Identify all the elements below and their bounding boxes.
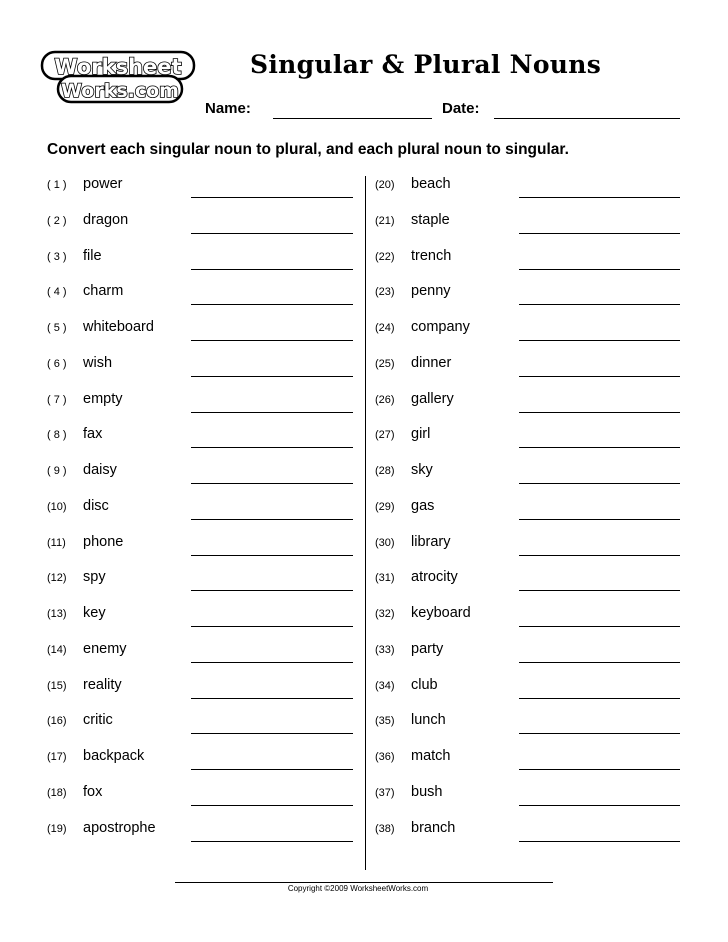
item-number: (35) (375, 715, 395, 728)
copyright-text: Copyright ©2009 WorksheetWorks.com (287, 884, 429, 893)
answer-line[interactable] (191, 662, 353, 663)
footer-line (175, 882, 553, 883)
answer-line[interactable] (191, 626, 353, 627)
list-item (47, 355, 353, 391)
list-item (375, 176, 681, 212)
instructions: Convert each singular noun to plural, and each plural noun to singular. (47, 141, 569, 158)
item-word: fax (83, 426, 103, 443)
name-label: Name: (205, 100, 251, 117)
item-number: (20) (375, 179, 395, 191)
item-word: atrocity (411, 569, 458, 586)
answer-line[interactable] (519, 590, 680, 591)
answer-line[interactable] (519, 447, 680, 448)
item-number: (29) (375, 500, 395, 513)
worksheetworks-logo (40, 48, 202, 106)
item-word: reality (83, 676, 122, 693)
item-number: (26) (375, 393, 395, 406)
item-number: (33) (375, 643, 395, 656)
list-item (47, 784, 353, 820)
item-word: gallery (411, 390, 454, 407)
answer-line[interactable] (519, 555, 680, 556)
answer-line[interactable] (191, 269, 353, 270)
item-number: (28) (375, 465, 395, 477)
answer-line[interactable] (519, 304, 680, 305)
answer-line[interactable] (191, 733, 353, 734)
item-word: file (83, 247, 102, 264)
list-item (47, 534, 353, 570)
item-word: keyboard (411, 605, 471, 621)
item-word: beach (411, 176, 451, 192)
answer-line[interactable] (191, 447, 353, 448)
list-item (375, 677, 681, 713)
answer-line[interactable] (519, 626, 680, 627)
answer-line[interactable] (191, 412, 353, 413)
list-item (375, 212, 681, 248)
list-item (47, 677, 353, 713)
answer-line[interactable] (191, 519, 353, 520)
list-item (47, 462, 353, 498)
item-word: wish (83, 354, 113, 371)
answer-line[interactable] (519, 662, 680, 663)
item-number: (22) (375, 250, 395, 263)
list-item (47, 569, 353, 605)
list-item (47, 319, 353, 355)
item-word: charm (83, 283, 124, 300)
list-item (47, 283, 353, 319)
list-item (47, 641, 353, 677)
answer-line[interactable] (191, 805, 353, 806)
item-number: (25) (375, 357, 395, 370)
item-word: penny (411, 283, 451, 300)
item-number: (24) (375, 322, 395, 334)
answer-line[interactable] (191, 555, 353, 556)
item-number: (34) (375, 679, 395, 692)
answer-line[interactable] (191, 376, 353, 377)
list-item (375, 283, 681, 319)
item-number: (31) (375, 572, 395, 585)
list-item (375, 462, 681, 498)
item-word: power (83, 176, 123, 192)
item-number: ( 9 ) (47, 465, 67, 477)
list-item (375, 355, 681, 391)
item-number: (11) (47, 536, 66, 549)
item-word: enemy (83, 640, 127, 657)
item-word: sky (411, 462, 433, 478)
item-number: (27) (375, 429, 395, 442)
item-number: (12) (47, 572, 67, 585)
item-number: ( 8 ) (47, 429, 67, 442)
item-number: (14) (47, 643, 67, 656)
list-item (375, 498, 681, 534)
list-item (375, 605, 681, 641)
item-word: backpack (83, 748, 145, 764)
answer-line[interactable] (191, 769, 353, 770)
item-word: lunch (411, 712, 446, 729)
answer-line[interactable] (191, 340, 353, 341)
item-number: (32) (375, 608, 395, 620)
answer-line[interactable] (519, 698, 680, 699)
list-item (47, 712, 353, 748)
item-word: daisy (83, 462, 117, 478)
answer-line[interactable] (191, 304, 353, 305)
item-number: (19) (47, 822, 67, 835)
item-word: branch (411, 819, 456, 836)
answer-line[interactable] (191, 841, 353, 842)
list-item (375, 569, 681, 605)
column-divider (365, 176, 366, 870)
item-number: (36) (375, 751, 395, 763)
item-number: (10) (47, 500, 67, 513)
item-word: fox (83, 783, 103, 800)
answer-line[interactable] (191, 590, 353, 591)
item-number: (18) (47, 786, 67, 799)
answer-line[interactable] (519, 412, 680, 413)
item-word: dragon (83, 211, 129, 228)
item-number: (23) (375, 286, 395, 299)
item-number: ( 4 ) (47, 286, 67, 299)
item-number: ( 6 ) (47, 357, 67, 370)
item-word: critic (83, 712, 113, 729)
item-number: (21) (375, 214, 395, 227)
list-item (47, 820, 353, 856)
item-number: (37) (375, 786, 395, 799)
answer-line[interactable] (519, 340, 680, 341)
answer-line[interactable] (519, 376, 680, 377)
list-item (47, 426, 353, 462)
logo-text-line2: Works.com (61, 80, 179, 102)
logo-text-line1: Worksheet (54, 55, 182, 79)
answer-line[interactable] (519, 483, 680, 484)
item-word: company (411, 319, 470, 335)
item-word: disc (83, 497, 109, 514)
item-word: spy (83, 569, 106, 586)
item-word: bush (411, 783, 443, 800)
list-item (375, 248, 681, 284)
list-item (47, 498, 353, 534)
answer-line[interactable] (519, 197, 680, 198)
answer-line[interactable] (191, 698, 353, 699)
answer-line[interactable] (519, 733, 680, 734)
list-item (375, 784, 681, 820)
list-item (47, 748, 353, 784)
list-item (47, 248, 353, 284)
answer-line[interactable] (519, 233, 680, 234)
list-item (47, 176, 353, 212)
answer-line[interactable] (191, 197, 353, 198)
item-number: (38) (375, 822, 395, 835)
answer-line[interactable] (191, 483, 353, 484)
worksheet-title: Singular & Plural Nouns (250, 50, 602, 79)
item-word: whiteboard (83, 319, 154, 335)
list-item (47, 212, 353, 248)
item-word: club (411, 676, 438, 693)
list-item (375, 641, 681, 677)
item-word: party (411, 640, 444, 657)
item-number: (16) (47, 715, 67, 728)
answer-line[interactable] (519, 269, 680, 270)
item-word: library (411, 533, 451, 550)
list-item (47, 605, 353, 641)
list-item (375, 748, 681, 784)
list-item (375, 319, 681, 355)
item-number: ( 3 ) (47, 250, 67, 263)
item-word: match (411, 748, 451, 764)
answer-line[interactable] (519, 769, 680, 770)
item-word: dinner (411, 354, 452, 371)
date-label: Date: (442, 100, 480, 117)
item-word: girl (411, 426, 431, 443)
item-number: ( 5 ) (47, 322, 67, 334)
item-number: (17) (47, 751, 67, 763)
answer-line[interactable] (519, 519, 680, 520)
list-item (375, 534, 681, 570)
item-number: (30) (375, 536, 395, 549)
item-number: ( 7 ) (47, 393, 67, 406)
list-item (375, 426, 681, 462)
item-word: staple (411, 211, 450, 228)
item-number: ( 2 ) (47, 214, 67, 227)
answer-line[interactable] (519, 841, 680, 842)
item-number: (15) (47, 679, 67, 692)
item-word: gas (411, 497, 435, 514)
item-word: apostrophe (83, 819, 156, 836)
item-word: key (83, 605, 106, 621)
list-item (47, 391, 353, 427)
list-item (375, 820, 681, 856)
item-number: (13) (47, 608, 67, 620)
answer-line[interactable] (519, 805, 680, 806)
list-item (375, 391, 681, 427)
list-item (375, 712, 681, 748)
name-line (273, 118, 432, 119)
item-word: phone (83, 533, 124, 550)
answer-line[interactable] (191, 233, 353, 234)
item-word: trench (411, 247, 452, 264)
item-word: empty (83, 390, 123, 407)
date-line (494, 118, 680, 119)
item-number: ( 1 ) (47, 179, 67, 191)
